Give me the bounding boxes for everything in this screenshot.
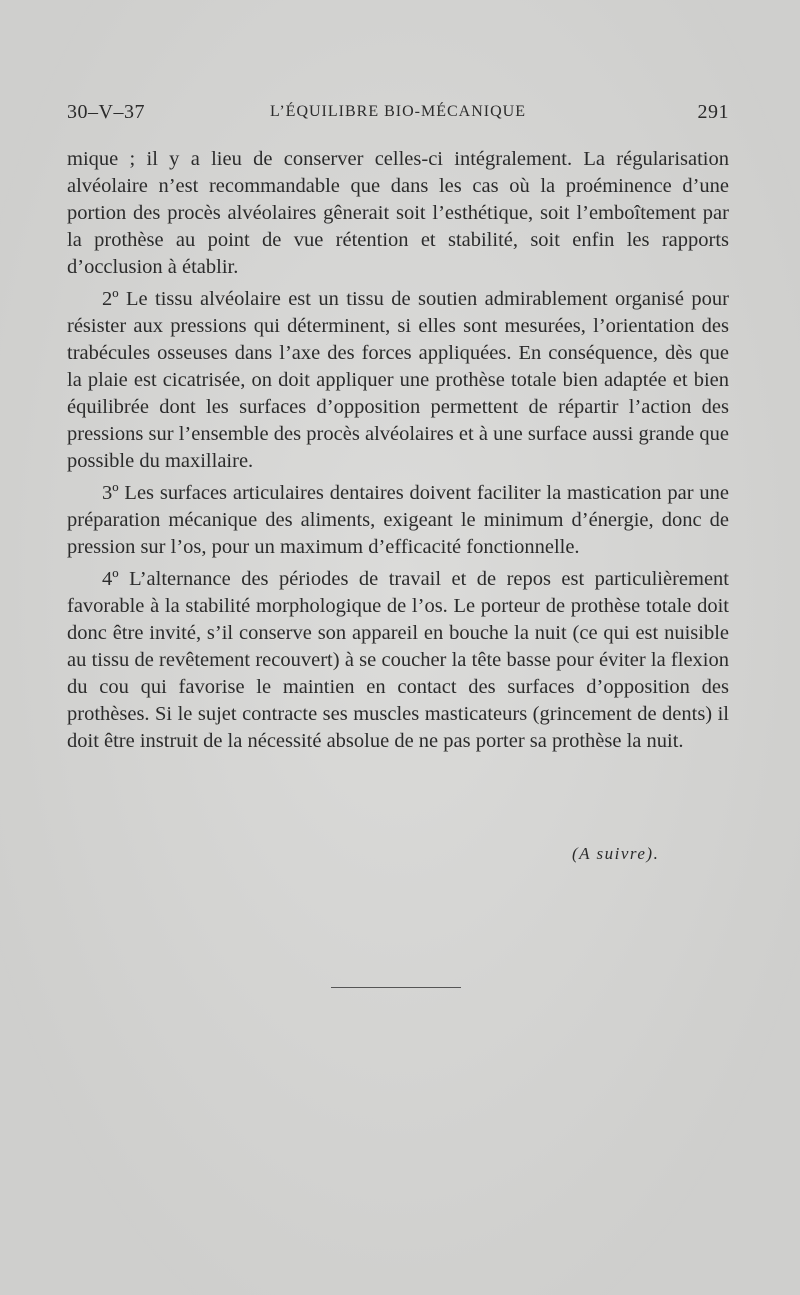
page-number: 291	[697, 101, 729, 123]
body-text	[67, 146, 729, 755]
running-title: L’ÉQUILIBRE BIO-MÉCANIQUE	[270, 103, 526, 120]
paragraph-continuation: mique ; il y a lieu de conserver celles-ci intégralement. La régularisation alvéolaire n’est recommandable que dans les cas où la proéminence d’une portion des procès alvéolaires gênerait soit l’esthétique, soit l’emboîtement par la prothèse au point de vue rétention et stabilité, soit enfin les rapports d’occlusion à établir.	[67, 148, 729, 278]
paragraph-point-2: 2º Le tissu alvéolaire est un tissu de soutien admirablement organisé pour résister aux pressions qui déterminent, si elles sont mesurées, l’orientation des trabécules osseuses dans l’axe des forces appliquées. En conséquence, dès que la plaie est cicatrisée, on doit appliquer une prothèse totale bien adaptée et bien équilibrée dont les surfaces d’opposition permettent de répartir l’action des pressions sur l’ensemble des procès alvéolaires et à une surface aussi grande que possible du maxillaire.	[67, 288, 729, 472]
paragraph-point-4: 4º L’alternance des périodes de travail et de repos est particulièrement favorable à la stabilité morphologique de l’os. Le porteur de prothèse totale doit donc être invité, s’il conserve son appareil en bouche la nuit (ce qui est nuisible au tissu de revêtement recouvert) à se coucher la tête basse pour éviter la flexion du cou qui favorise le maintien en contact des surfaces d’opposition des prothèses. Si le sujet contracte ses muscles masticateurs (grincement de dents) il doit être instruit de la nécessité absolue de ne pas porter sa prothèse la nuit.	[67, 568, 729, 752]
to-be-continued-note: (A suivre).	[572, 844, 660, 863]
running-head	[67, 101, 729, 127]
paragraph-point-3: 3º Les surfaces articulaires dentaires doivent faciliter la mastication par une préparation mécanique des aliments, exigeant le minimum d’énergie, donc de pression sur l’os, pour un maximum d’efficacité fonctionnelle.	[67, 482, 729, 558]
end-rule-divider	[331, 987, 461, 988]
issue-date: 30–V–37	[67, 101, 145, 123]
